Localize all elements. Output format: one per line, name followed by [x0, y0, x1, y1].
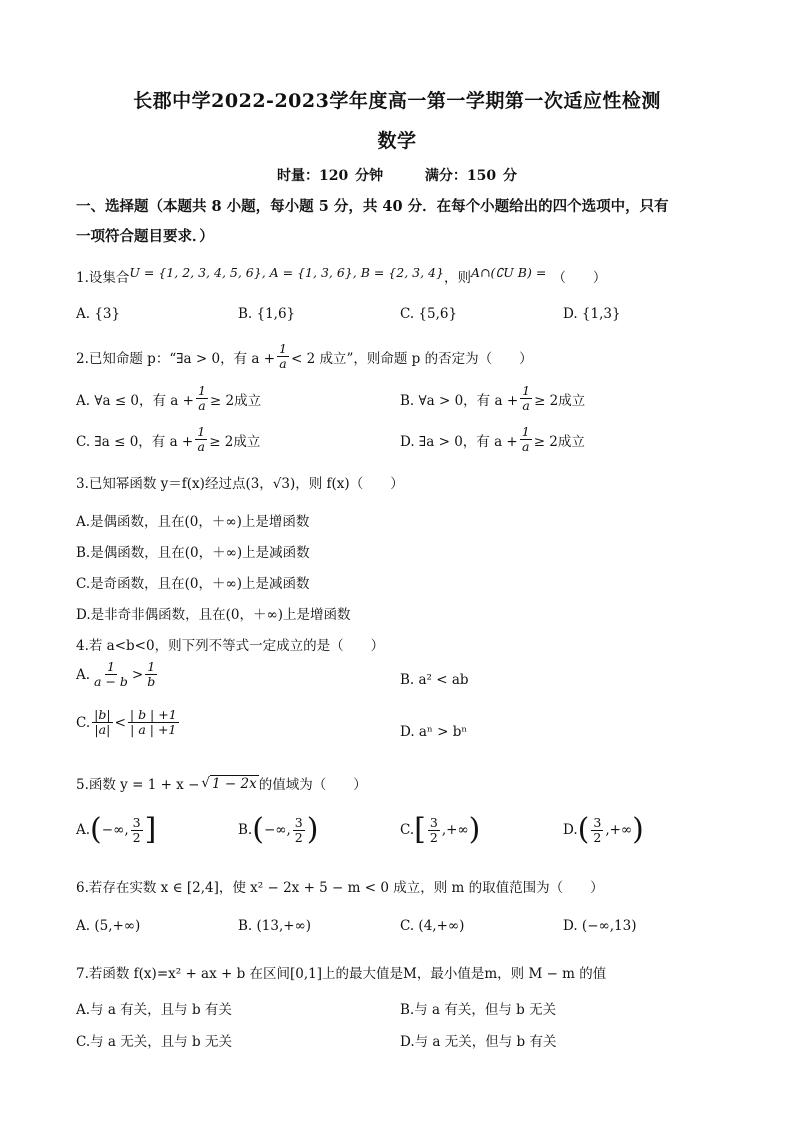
q2-fraction: $\frac{1}{a}$ — [279, 341, 287, 371]
section-heading-line1: 一、选择题（本题共 8 小题，每小题 5 分，共 40 分．在每个小题给出的四个选项中，只有 — [76, 198, 669, 215]
question-6: 6.若存在实数 x ∈ [2,4]，使 x² − 2x + 5 − m < 0 成立，则 m 的取值范围为（ ） — [76, 880, 604, 896]
q4-option-a[interactable]: A. $\frac{1}{a - b}$ > $\frac{1}{b}$ — [76, 659, 156, 689]
exam-title: 长郡中学2022-2023学年度高一第一学期第一次适应性检测 — [133, 90, 661, 112]
q7-option-b[interactable]: B.与 a 有关，但与 b 无关 — [400, 1002, 557, 1018]
q2-suffix: < 2 成立”，则命题 p 的否定为（ ） — [290, 350, 533, 367]
q1-option-d[interactable]: D. {1,3} — [563, 306, 621, 322]
question-1 — [76, 266, 756, 286]
q1-expr: A∩(∁U B) = — [470, 264, 547, 280]
question-5: 5.函数 y = 1 + x − √ 1 − 2x 的值域为（ ） — [76, 775, 367, 793]
q2-option-d[interactable]: D. ∃a > 0，有 a + $\frac{1}{a}$ ≥ 2成立 — [400, 424, 585, 454]
question-2 — [76, 342, 756, 371]
exam-subject: 数学 — [377, 130, 417, 152]
q2-option-c[interactable]: C. ∃a ≤ 0，有 a + $\frac{1}{a}$ ≥ 2成立 — [76, 424, 261, 454]
q7-option-d[interactable]: D.与 a 无关，但与 b 有关 — [400, 1034, 557, 1050]
q1-option-c[interactable]: C. {5,6} — [400, 306, 458, 322]
q5-option-a[interactable]: A. ( −∞, $\frac{3}{2}$ ] — [76, 812, 157, 847]
q2-prefix: 2.已知命题 p：“∃a > 0，有 a + — [76, 350, 276, 367]
question-7: 7.若函数 f(x)=x² + ax + b 在区间[0,1]上的最大值是M，最小值是m，则 M − m 的值 — [76, 966, 607, 982]
q3-option-b[interactable]: B.是偶函数，且在(0，＋∞)上是减函数 — [76, 545, 310, 561]
q2-option-b[interactable]: B. ∀a > 0，有 a + $\frac{1}{a}$ ≥ 2成立 — [400, 383, 586, 413]
q3-option-d[interactable]: D.是非奇非偶函数，且在(0，＋∞)上是增函数 — [76, 607, 351, 623]
q6-option-a[interactable]: A. (5,+∞) — [76, 918, 141, 934]
q1-paren: （ ） — [552, 270, 607, 286]
exam-meta — [0, 165, 794, 185]
question-3: 3.已知幂函数 y＝f(x)经过点(3，√3)，则 f(x)（ ） — [76, 476, 404, 492]
q5-prefix: 5.函数 y = 1 + x − — [76, 777, 200, 793]
question-4: 4.若 a<b<0，则下列不等式一定成立的是（ ） — [76, 638, 385, 654]
q1-option-b[interactable]: B. {1,6} — [238, 306, 296, 322]
q3-option-a[interactable]: A.是偶函数，且在(0，＋∞)上是增函数 — [76, 514, 310, 530]
exam-time: 时量：120 分钟 — [277, 168, 384, 184]
q1-option-a[interactable]: A. {3} — [76, 306, 121, 322]
q1-sets: U = {1, 2, 3, 4, 5, 6}, A = {1, 3, 6}, B = {2, 3, 4} — [129, 264, 444, 280]
q5-option-d[interactable]: D. ( $\frac{3}{2}$ ,+∞ ) — [563, 812, 644, 847]
q6-option-b[interactable]: B. (13,+∞) — [238, 918, 312, 934]
q7-option-c[interactable]: C.与 a 无关，且与 b 无关 — [76, 1034, 232, 1050]
q3-option-c[interactable]: C.是奇函数，且在(0，＋∞)上是减函数 — [76, 576, 310, 592]
section-heading — [76, 192, 726, 252]
exam-score: 满分：150 分 — [424, 168, 517, 184]
q1-mid: ，则 — [443, 270, 471, 286]
q6-option-d[interactable]: D. (−∞,13) — [563, 918, 637, 934]
q4-option-d[interactable]: D. aⁿ > bⁿ — [400, 724, 468, 740]
q6-option-c[interactable]: C. (4,+∞) — [400, 918, 465, 934]
q5-option-c[interactable]: C. [ $\frac{3}{2}$ ,+∞ ) — [400, 812, 481, 847]
q5-suffix: 的值域为（ ） — [258, 777, 367, 793]
q1-prefix: 1.设集合 — [76, 270, 130, 286]
q5-option-b[interactable]: B. ( −∞, $\frac{3}{2}$ ) — [238, 812, 319, 847]
section-heading-line2: 一项符合题目要求．） — [76, 228, 214, 245]
q7-option-a[interactable]: A.与 a 有关，且与 b 有关 — [76, 1002, 232, 1018]
q4-option-c[interactable]: C. $\frac{|b|}{|a|}$ < $\frac{| b | +1}{| a | +1}$ — [76, 707, 177, 737]
q2-option-a[interactable]: A. ∀a ≤ 0，有 a + $\frac{1}{a}$ ≥ 2成立 — [76, 383, 262, 413]
q4-option-b[interactable]: B. a² < ab — [400, 672, 469, 688]
q5-radicand: 1 − 2x — [212, 775, 257, 792]
